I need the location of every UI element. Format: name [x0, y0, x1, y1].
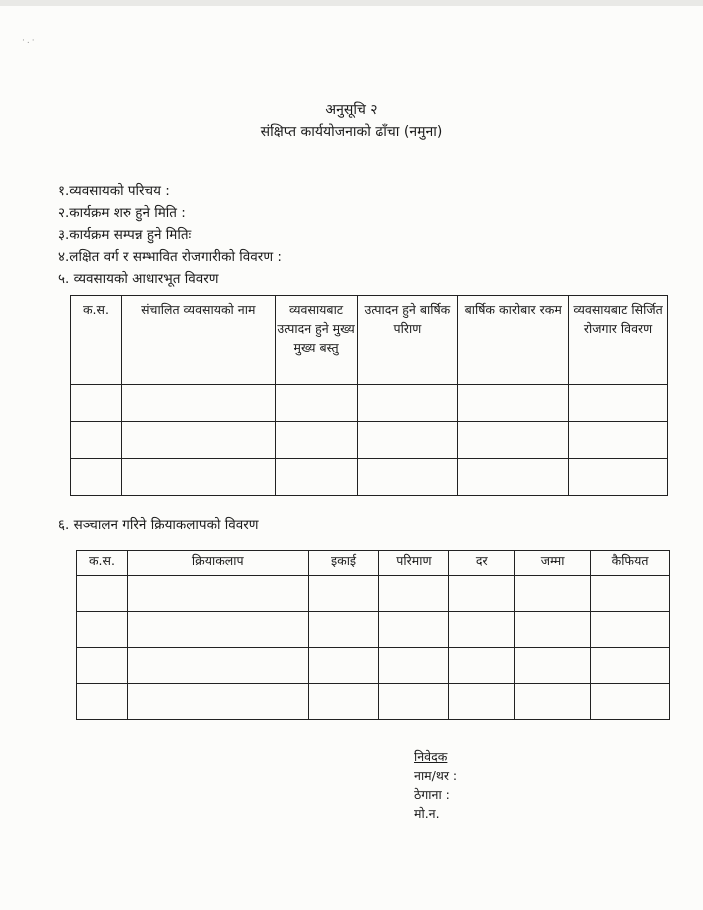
- table-cell[interactable]: [458, 422, 569, 459]
- header-employment: व्यवसायबाट सिर्जित रोजगार विवरण: [569, 296, 668, 385]
- table-cell[interactable]: [357, 385, 458, 422]
- scan-specks: ·.·: [22, 36, 37, 46]
- table-cell[interactable]: [77, 612, 128, 648]
- table-cell[interactable]: [308, 684, 379, 720]
- table-cell[interactable]: [591, 648, 670, 684]
- table-cell[interactable]: [357, 459, 458, 496]
- table-cell[interactable]: [449, 612, 515, 648]
- table-cell[interactable]: [127, 576, 308, 612]
- header-main-products: व्यवसायबाट उत्पादन हुने मुख्य मुख्य बस्तु: [275, 296, 357, 385]
- table-cell[interactable]: [379, 648, 449, 684]
- header-annual-turnover: बार्षिक कारोबार रकम: [458, 296, 569, 385]
- table-cell[interactable]: [71, 459, 122, 496]
- table-cell[interactable]: [308, 612, 379, 648]
- table-cell[interactable]: [569, 422, 668, 459]
- applicant-name-field: नाम/थर :: [414, 768, 458, 783]
- header-quantity: परिमाण: [379, 551, 449, 576]
- table-cell[interactable]: [71, 422, 122, 459]
- table-cell[interactable]: [591, 576, 670, 612]
- table-cell[interactable]: [379, 684, 449, 720]
- table-cell[interactable]: [77, 576, 128, 612]
- table-cell[interactable]: [127, 648, 308, 684]
- applicant-mobile-field: मो.न.: [414, 806, 440, 821]
- header-annual-quantity: उत्पादन हुने बार्षिक परिाण: [357, 296, 458, 385]
- table-cell[interactable]: [121, 459, 275, 496]
- table-header-row: [77, 551, 670, 576]
- item-start-date: २.कार्यक्रम शरु हुने मिति :: [58, 205, 186, 221]
- table-cell[interactable]: [308, 648, 379, 684]
- table-cell[interactable]: [71, 385, 122, 422]
- table-cell[interactable]: [379, 612, 449, 648]
- table-cell[interactable]: [357, 422, 458, 459]
- form-items: [58, 180, 282, 290]
- table-cell[interactable]: [515, 612, 591, 648]
- table-cell[interactable]: [127, 612, 308, 648]
- annex-title: अनुसूचि २: [325, 102, 378, 118]
- scan-edge: [0, 0, 703, 6]
- header-remarks: कैफियत: [591, 551, 670, 576]
- table-cell[interactable]: [77, 648, 128, 684]
- table-cell[interactable]: [308, 576, 379, 612]
- table-cell[interactable]: [449, 684, 515, 720]
- header-unit: इकाई: [308, 551, 379, 576]
- table-cell[interactable]: [449, 576, 515, 612]
- header-total: जम्मा: [515, 551, 591, 576]
- table-cell[interactable]: [458, 459, 569, 496]
- applicant-block: [414, 747, 457, 823]
- table-cell[interactable]: [275, 422, 357, 459]
- activities-table: [76, 550, 670, 720]
- table-cell[interactable]: [591, 612, 670, 648]
- table-row: [71, 422, 668, 459]
- applicant-heading: निवेदक: [414, 749, 448, 764]
- table-header-row: [71, 296, 668, 385]
- table-cell[interactable]: [458, 385, 569, 422]
- table-cell[interactable]: [569, 385, 668, 422]
- item-basic-details: ५. व्यवसायको आधारभूत विवरण: [58, 271, 219, 287]
- table-row: [77, 576, 670, 612]
- table-cell[interactable]: [515, 648, 591, 684]
- business-details-table: [70, 295, 668, 496]
- header-serial: क.स.: [77, 551, 128, 576]
- table-cell[interactable]: [379, 576, 449, 612]
- table-row: [77, 684, 670, 720]
- table-row: [77, 612, 670, 648]
- table-row: [77, 648, 670, 684]
- table-row: [71, 459, 668, 496]
- table-cell[interactable]: [569, 459, 668, 496]
- item-business-intro: १.व्यवसायको परिचय :: [58, 183, 170, 199]
- header-serial: क.स.: [71, 296, 122, 385]
- header-rate: दर: [449, 551, 515, 576]
- applicant-address-field: ठेगाना :: [414, 787, 450, 802]
- activities-section-title: ६. सञ्चालन गरिने क्रियाकलापको विवरण: [58, 517, 259, 533]
- table-cell[interactable]: [121, 385, 275, 422]
- table-cell[interactable]: [275, 385, 357, 422]
- item-target-group: ४.लक्षित वर्ग र सम्भावित रोजगारीको विवरण :: [58, 249, 282, 265]
- header-business-name: संचालित व्यवसायको नाम: [121, 296, 275, 385]
- table-cell[interactable]: [515, 576, 591, 612]
- item-end-date: ३.कार्यक्रम सम्पन्न हुने मितिः: [58, 227, 192, 243]
- table-cell[interactable]: [77, 684, 128, 720]
- table-cell[interactable]: [121, 422, 275, 459]
- annex-subtitle: संक्षिप्त कार्ययोजनाको ढाँचा (नमुना): [260, 124, 443, 140]
- table-cell[interactable]: [591, 684, 670, 720]
- table-cell[interactable]: [127, 684, 308, 720]
- table-row: [71, 385, 668, 422]
- table-cell[interactable]: [275, 459, 357, 496]
- header-activity: क्रियाकलाप: [127, 551, 308, 576]
- table-cell[interactable]: [449, 648, 515, 684]
- table-cell[interactable]: [515, 684, 591, 720]
